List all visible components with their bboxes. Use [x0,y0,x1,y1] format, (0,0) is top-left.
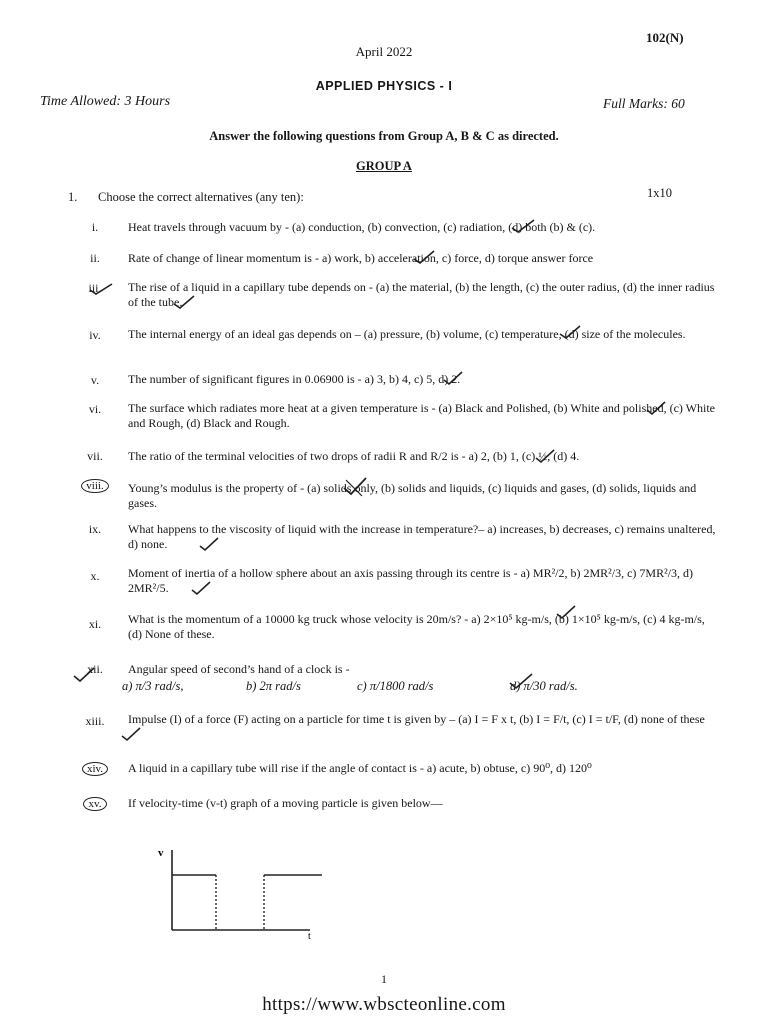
question-marks: 1x10 [647,186,672,200]
item-text: The ratio of the terminal velocities of two drops of radii R and R/2 is - a) 2, (b) 1, (c) ½, (d) 4. [128,449,580,463]
paper-title: APPLIED PHYSICS - I [315,79,453,93]
tick-mark-icon [172,294,196,310]
item-number [78,796,112,811]
item-text: Rate of change of linear momentum is - a) work, b) acceleration, c) force, d) torque answer force [128,251,594,265]
footer-url: https://www.wbscteonline.com [262,994,506,1015]
item-number: iv. [89,328,101,342]
item-number: xi. [88,617,102,631]
item-text: What happens to the viscosity of liquid with the increase in temperature?– a) increases, b) decreases, c) remains unaltered, d) none. [128,522,716,551]
item-number: i. [91,220,99,234]
x-axis-label: t [308,931,311,940]
tick-mark-icon [120,726,142,742]
item-text: The surface which radiates more heat at a given temperature is - (a) Black and Polished, (b) White and polished, (c) White and Rough, (d) Black and Rough. [128,401,716,430]
tick-mark-icon [510,218,536,234]
group-heading: GROUP A [356,159,412,173]
tick-mark-icon [198,536,220,552]
item-text: Impulse (I) of a force (F) acting on a particle for time t is given by – (a) I = F x t, (b) I = F/t, (c) I = t/F, (d) none of these [128,712,705,726]
item-number: xiii. [85,714,105,728]
tick-mark-icon [412,249,436,265]
item-number: vi. [88,402,102,416]
item-number: ix. [88,522,102,536]
time-allowed: Time Allowed: 3 Hours [40,94,171,109]
item-number: xii. [87,662,103,676]
option-b: b) 2π rad/s [246,679,301,693]
tick-mark-icon [558,324,582,340]
option-c: c) π/1800 rad/s [357,679,434,693]
item-number [78,478,112,493]
item-text: What is the momentum of a 10000 kg truck whose velocity is 20m/s? - a) 2×10⁵ kg-m/s, (b) 1×10⁵ kg-m/s, (c) 4 kg-m/s, (d) None of these. [128,612,705,641]
question-text: Choose the correct alternatives (any ten): [98,190,304,204]
tick-mark-icon [88,282,114,296]
item-text: If velocity-time (v-t) graph of a moving particle is given below— [128,796,443,810]
item-number: vii. [87,449,103,463]
y-axis-label: v [158,847,164,859]
tick-mark-icon [508,672,534,690]
instruction: Answer the following questions from Group A, B & C as directed. [209,129,559,143]
tick-mark-icon [645,400,667,416]
item-text: Heat travels through vacuum by - (a) conduction, (b) convection, (c) radiation, (d) both (b) & (c). [128,220,596,234]
velocity-time-graph [140,840,330,940]
tick-mark-icon [190,580,212,596]
circled-number: xiv. [82,762,108,776]
item-text: A liquid in a capillary tube will rise if the angle of contact is - a) acute, b) obtuse, c) 90⁰, d) 120⁰ [128,761,592,775]
paper-code: 102(N) [646,30,684,45]
item-number: iii. [88,281,102,295]
item-text: The number of significant figures in 0.06900 is - a) 3, b) 4, c) 5, d) 2. [128,372,461,386]
tick-mark-icon [72,666,96,684]
circled-number: xv. [83,797,106,811]
tick-mark-icon [555,604,577,620]
item-number: v. [90,373,100,387]
full-marks: Full Marks: 60 [603,96,685,111]
circled-number: viii. [81,479,108,493]
item-text: The rise of a liquid in a capillary tube depends on - (a) the material, (b) the length, (c) the outer radius, (d) the inner radius of the tube. [128,280,715,309]
option-a: a) π/3 rad/s, [122,679,184,693]
item-text: The internal energy of an ideal gas depends on – (a) pressure, (b) volume, (c) temperature, (d) size of the molecules. [128,327,686,341]
item-number [78,761,112,776]
tick-mark-icon [442,370,464,386]
item-text: Moment of inertia of a hollow sphere about an axis passing through its centre is - a) MR²/2, b) 2MR²/3, c) 7MR²/3, d) 2MR²/5. [128,566,694,595]
item-text: Young’s modulus is the property of - (a) solids only, (b) solids and liquids, (c) liquids and gases, (d) solids, liquids and gases. [128,481,697,510]
tick-mark-icon [342,476,368,498]
exam-date: April 2022 [355,44,413,59]
item-text: Angular speed of second’s hand of a clock is - [128,662,350,676]
tick-mark-icon [534,448,556,464]
question-number: 1. [68,190,78,204]
page-number: 1 [381,972,387,986]
item-number: x. [90,569,100,583]
option-d: d) π/30 rad/s. [510,679,578,693]
item-number: ii. [90,251,100,265]
